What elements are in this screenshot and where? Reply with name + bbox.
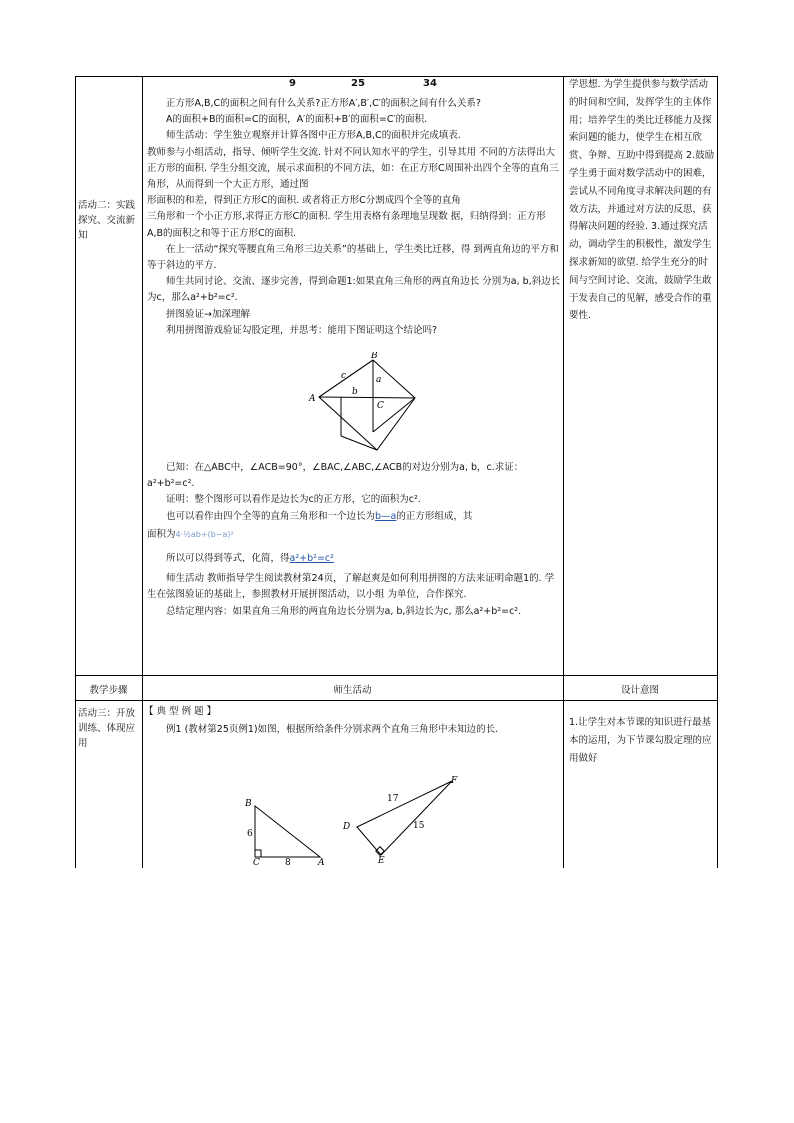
area-line: 面积为4·½ab+(b−a)²	[147, 528, 234, 540]
svg-text:15: 15	[413, 821, 425, 831]
side-length-answer: b—a	[375, 510, 397, 522]
right-triangle-abc	[235, 794, 335, 866]
analogy-paragraph: 在上一活动“探究等腰直角三角形三边关系”的基础上，学生类比迁移，得 到两直角边的平方和等于斜边的平方.	[147, 243, 559, 272]
svg-text:D: D	[343, 822, 351, 832]
equation-answer: a²+b²=c²	[289, 553, 334, 565]
right-triangle-def	[335, 771, 465, 863]
known-statement: 已知：在△ABC中，∠ACB=90°，∠BAC,∠ABC,∠ACB的对边分别为a, b，c.求证： a²+b²=c².	[147, 462, 524, 490]
examples-title: 【 典 型 例 题 】	[144, 706, 217, 717]
activity-three-label: 活动三：开放训练、体现应用	[78, 708, 136, 749]
label-b: b	[352, 387, 358, 397]
svg-text:8: 8	[285, 858, 291, 866]
svg-text:F: F	[451, 776, 458, 786]
lesson-plan-table	[75, 76, 718, 868]
header-activity: 师生活动	[333, 685, 372, 696]
activity-two-content	[147, 96, 561, 339]
svg-text:17: 17	[387, 794, 399, 804]
proof-line-1: 证明：整个图形可以看作是边长为c的正方形，它的面积为c².	[166, 494, 421, 506]
proposition-paragraph: 师生共同讨论、交流、逐步完善，得到命题1:如果直角三角形的两直角边长 分别为a, b,斜边长为c，那么a²+b²=c².	[147, 276, 561, 304]
label-A: A	[309, 394, 316, 404]
label-C: C	[377, 401, 384, 411]
svg-text:6: 6	[247, 829, 253, 839]
label-a: a	[376, 375, 382, 385]
svg-text:C: C	[253, 858, 260, 866]
number-34: 34	[423, 78, 437, 89]
svg-text:E: E	[378, 856, 385, 863]
conclusion-paragraph: 三角形和一个小正方形,求得正方形C的面积. 学生用表格有条理地呈现数 据，归纳得到：正方形A,B的面积之和等于正方形C的面积.	[147, 211, 546, 239]
label-B: B	[371, 352, 378, 361]
example-1: 例1 (教材第25页例1)如图，根据所给条件分别求两个直角三角形中未知边的长.	[166, 724, 499, 736]
activity-paragraph: 师生活动：学生独立观察并计算各图中正方形A,B,C的面积并完成填表.	[166, 130, 461, 142]
simplify-line: 所以可以得到等式，化简，得a²+b²=c²	[166, 553, 334, 565]
puzzle-question: 利用拼图游戏验证勾股定理，并思考：能用下图证明这个结论吗?	[166, 324, 438, 336]
area-formula: 4·½ab+(b−a)²	[175, 529, 234, 539]
label-c: c	[341, 371, 347, 381]
header-steps: 教学步骤	[89, 685, 128, 696]
zhao-shuang-diagram	[307, 352, 422, 462]
svg-text:A: A	[318, 858, 325, 866]
number-9: 9	[289, 78, 296, 89]
teacher-activity: 师生活动 教师指导学生阅读教材第24页，了解赵爽是如何利用拼图的方法来证明命题1的. 学生在弦图验证的基础上，参照教材开展拼图活动，以小组 为单位，合作探究.	[147, 573, 555, 601]
design-intent-two: 学思想. 为学生提供参与数学活动的时间和空间，发挥学生的主体作用；培养学生的类比迁移能力及探索问题的能力，使学生在相互欣赏、争辩、互助中得到提高 2.鼓励学生勇于面对数学活动中的困难，尝试从不同角度寻求解决问题的有效方法，并通过对方法的反思，获得解决问题的经验. 3.通过探究活动，调动学生的积极性，激发学生探求新知的欲望. 给学生充分的时间与空间讨论、交流，鼓励学生敢于发表自己的见解，感受合作的重要性.	[569, 79, 715, 322]
number-25: 25	[351, 78, 365, 89]
answer-paragraph: A的面积+B的面积=C的面积，A′的面积+B′的面积=C′的面积.	[166, 114, 428, 126]
puzzle-heading: 拼图验证→加深理解	[166, 308, 250, 320]
header-intent: 设计意图	[620, 685, 659, 696]
theorem-summary: 总结定理内容：如果直角三角形的两直角边长分别为a, b,斜边长为c, 那么a²+b²=c².	[166, 605, 522, 617]
question-paragraph: 正方形A,B,C的面积之间有什么关系?正方形A′,B′,C′的面积之间有什么关系?	[166, 98, 481, 109]
teacher-paragraph: 教师参与小组活动，指导、倾听学生交流. 针对不同认知水平的学生，引导其用 不同的方法得出大正方形的面积. 学生分组交流，展示求面积的不同方法，如：在正方形C周围补出四个全等的直角三角形，从而得到一个大正方形，通过图	[147, 146, 559, 191]
activity-three-content	[144, 704, 561, 738]
activity-two-label: 活动二：实践探究、交流新知	[78, 200, 136, 241]
proof-line-2: 也可以看作由四个全等的直角三角形和一个边长为b—a的正方形组成，其	[166, 510, 473, 522]
proof-block	[147, 460, 561, 620]
method-paragraph: 形面积的和差，得到正方形C的面积. 或者将正方形C分割成四个全等的直角	[147, 195, 461, 207]
design-intent-three: 1.让学生对本节课的知识进行最基本的运用，为下节课勾股定理的应用做好	[569, 717, 712, 764]
svg-text:B: B	[245, 799, 252, 809]
